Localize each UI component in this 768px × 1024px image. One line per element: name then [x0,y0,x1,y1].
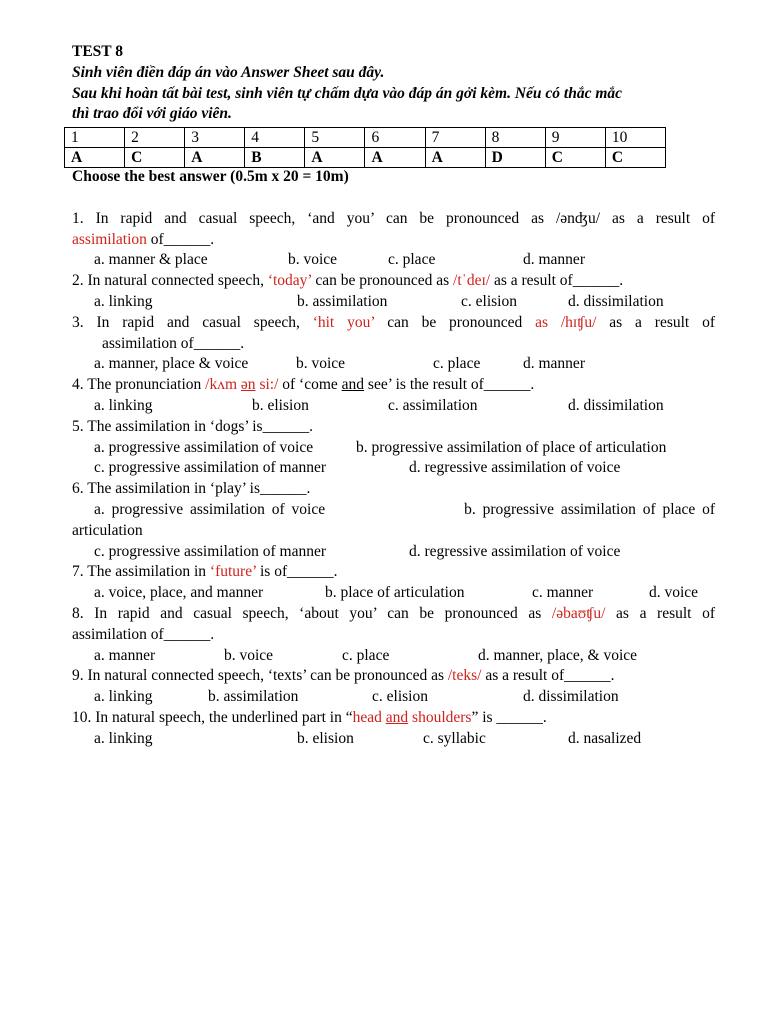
option-c[interactable]: c. place [388,251,436,269]
question-8-stem-cont: assimilation of______. [72,625,215,643]
question-5-options-row1 [72,438,715,459]
option-b[interactable]: b. elision [297,729,354,747]
instruction-line: Sinh viên điền đáp án vào Answer Sheet sau đây. [72,63,385,81]
key-answer: A [365,148,425,168]
option-c[interactable]: c. elision [372,688,428,706]
option-d[interactable]: d. manner, place, & voice [478,646,638,664]
option-c[interactable]: c. place [342,646,390,664]
option-d[interactable]: d. manner [523,251,585,269]
option-b[interactable]: b. assimilation [297,292,388,310]
option-a[interactable]: a. progressive assimilation of voice [94,500,326,518]
question-9-options [72,687,715,708]
option-a[interactable]: a. linking [94,688,153,706]
question-10-options [72,729,715,750]
key-number: 7 [425,128,485,148]
section-title: Choose the best answer (0.5m x 20 = 10m) [72,168,349,186]
option-b[interactable]: b. voice [296,355,346,373]
highlight-text: /teks/ [447,667,482,685]
option-a[interactable]: a. progressive assimilation of voice [94,438,314,456]
question-1-options [72,250,715,271]
option-d[interactable]: d. dissimilation [523,688,619,706]
test-title: TEST 8 [72,43,123,60]
option-d[interactable]: d. nasalized [568,729,642,747]
question-5-options-row2 [72,458,715,479]
key-number: 3 [185,128,245,148]
blank-line [72,188,715,209]
table-spacer [72,125,715,167]
key-number: 5 [305,128,365,148]
option-c[interactable]: c. syllabic [423,729,486,747]
option-d[interactable]: d. dissimilation [568,292,664,310]
question-2-options [72,292,715,313]
option-d[interactable]: d. regressive assimilation of voice [409,459,621,477]
question-9-stem: 9. In natural connected speech, ‘texts’ can be pronounced as /teks/ as a result of______. [72,667,615,685]
question-7-stem: 7. The assimilation in ‘future’ is of______. [72,563,338,581]
option-b[interactable]: b. progressive assimilation of place of [464,500,715,518]
option-b[interactable]: b. elision [252,396,309,414]
highlight-text: as /hɪʧu/ [535,313,597,331]
question-6-options-row1 [72,500,715,521]
question-5-stem: 5. The assimilation in ‘dogs’ is______. [72,417,313,435]
underlined-text: and [341,376,365,394]
option-c[interactable]: c. elision [461,292,517,310]
option-a[interactable]: a. manner & place [94,251,208,269]
option-d[interactable]: d. manner [523,355,585,373]
key-answer: A [185,148,245,168]
option-d[interactable]: d. dissimilation [568,396,664,414]
question-7-options [72,583,715,604]
key-number: 6 [365,128,425,148]
option-a[interactable]: a. manner, place & voice [94,355,249,373]
underlined-text: and [385,708,409,726]
option-d[interactable]: d. regressive assimilation of voice [409,542,621,560]
highlight-text: ‘future’ [209,563,257,581]
question-6-option-b-cont: articulation [72,521,143,539]
key-number: 10 [605,128,665,148]
option-a[interactable]: a. linking [94,292,153,310]
option-d[interactable]: d. voice [649,584,699,602]
key-answer: C [545,148,605,168]
highlight-text: ‘today’ [267,272,312,290]
key-answer: A [65,148,125,168]
option-c[interactable]: c. place [433,355,481,373]
question-8-options [72,646,715,667]
highlight-text: /əbaʊʧu/ [551,604,606,622]
question-10-stem: 10. In natural speech, the underlined part in “head and shoulders” is ______. [72,708,547,726]
key-answer: C [605,148,665,168]
option-c[interactable]: c. assimilation [388,396,478,414]
question-1-stem-cont: assimilation of______. [72,230,215,248]
option-b[interactable]: b. assimilation [208,688,299,706]
key-answer: A [425,148,485,168]
question-4-stem: 4. The pronunciation /kʌm ən si:/ of ‘come and see’ is the result of______. [72,376,535,394]
key-number: 8 [485,128,545,148]
highlight-text: /tˈdeɪ/ [453,272,491,290]
question-6-options-row2 [72,542,715,563]
key-number: 2 [125,128,185,148]
option-b[interactable]: b. voice [224,646,274,664]
test-document [72,42,715,750]
option-b[interactable]: b. progressive assimilation of place of articulation [356,438,667,456]
underlined-text: ən [240,376,256,394]
highlight-text: assimilation [72,230,147,248]
option-b[interactable]: b. place of articulation [325,584,465,602]
option-a[interactable]: a. linking [94,396,153,414]
key-answer: D [485,148,545,168]
option-c[interactable]: c. progressive assimilation of manner [94,459,327,477]
highlight-text: /kʌm [205,376,241,394]
key-number: 4 [245,128,305,148]
key-answer: C [125,148,185,168]
highlight-text: shoulders [408,708,472,726]
option-c[interactable]: c. progressive assimilation of manner [94,542,327,560]
key-answer: B [245,148,305,168]
highlight-text: si:/ [255,376,279,394]
question-2-stem: 2. In natural connected speech, ‘today’ can be pronounced as /tˈdeɪ/ as a result of______. [72,272,624,290]
instruction-line: Sau khi hoàn tất bài test, sinh viên tự chấm dựa vào đáp án gởi kèm. Nếu có thắc mắc [72,84,623,102]
question-4-options [72,396,715,417]
key-answer: A [305,148,365,168]
key-number: 9 [545,128,605,148]
question-6-stem: 6. The assimilation in ‘play’ is______. [72,480,311,498]
option-a[interactable]: a. linking [94,729,153,747]
question-3-stem-cont: assimilation of______. [102,334,245,352]
option-a[interactable]: a. voice, place, and manner [94,584,264,602]
option-a[interactable]: a. manner [94,646,156,664]
option-c[interactable]: c. manner [532,584,594,602]
key-number: 1 [65,128,125,148]
highlight-text: head [352,708,386,726]
question-3-stem: 3. In rapid and casual speech, ‘hit you’ can be pronounced as /hɪʧu/ as a result of [72,313,715,331]
question-3-options [72,354,715,375]
question-8-stem: 8. In rapid and casual speech, ‘about you’ can be pronounced as /əbaʊʧu/ as a result of [72,604,716,622]
highlight-text: ‘hit you’ [312,313,375,331]
question-1-stem: 1. In rapid and casual speech, ‘and you’ can be pronounced as /ənʤu/ as a result of [72,209,715,227]
option-b[interactable]: b. voice [288,251,338,269]
instruction-line: thì trao đổi với giáo viên. [72,105,232,123]
